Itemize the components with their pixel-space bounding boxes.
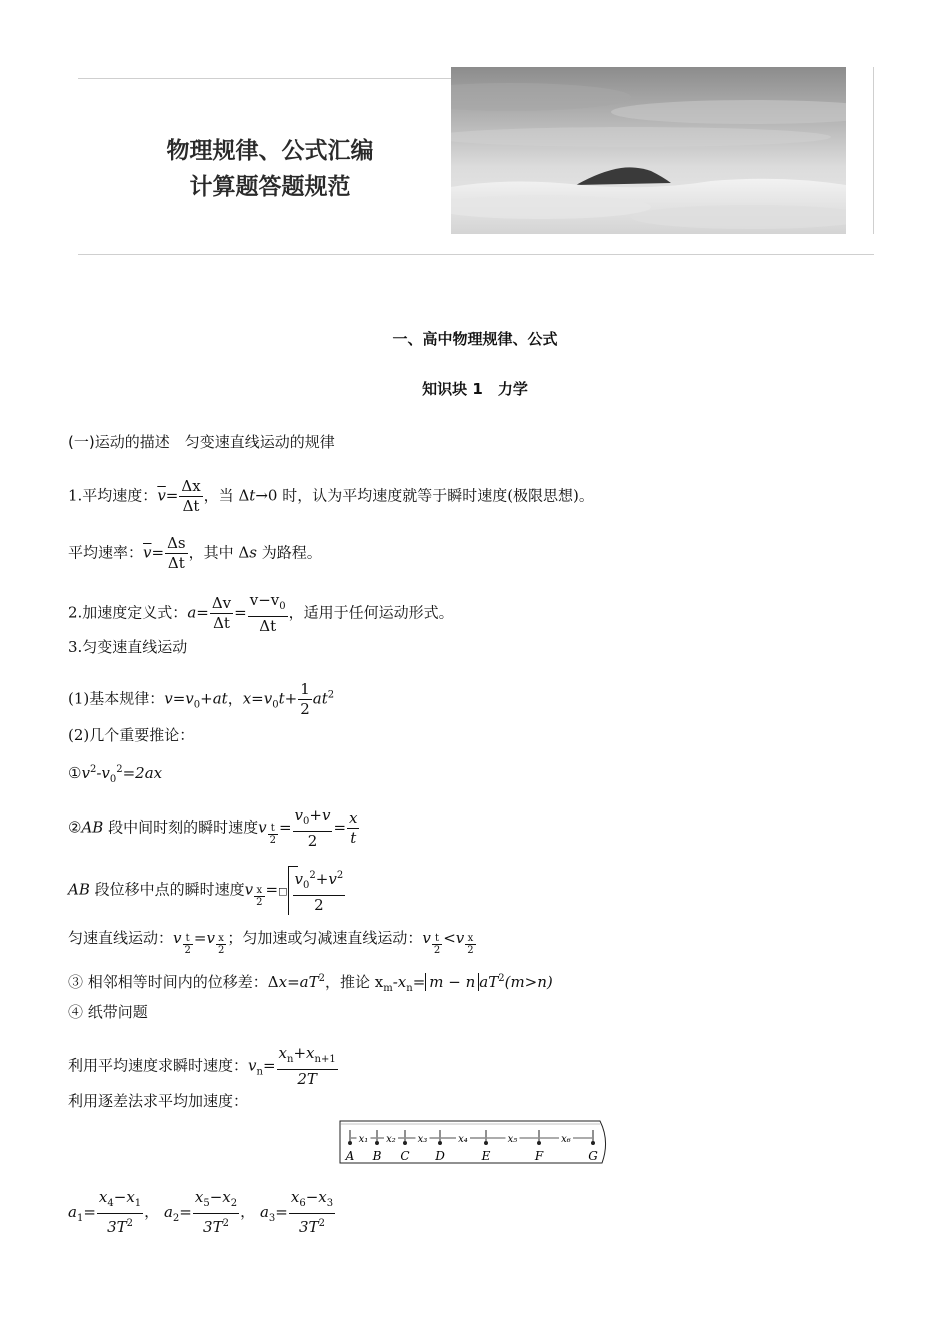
tape-segment-label: x₆ bbox=[561, 1134, 571, 1145]
fraction: $\frac{v-v_0}{\Delta t}$ bbox=[249, 591, 286, 635]
banner-right-rule bbox=[873, 67, 874, 234]
item-corollaries: (2)几个重要推论： bbox=[68, 726, 195, 744]
subscript-fraction: $\frac{t}{2}$ bbox=[269, 822, 276, 846]
fraction: $\frac{x}{t}$ bbox=[349, 809, 358, 847]
item-paper-tape: ④ 纸带问题 bbox=[68, 1003, 148, 1021]
acceleration-a3: $a_3=$ $\frac{x_6-x_3}{3T^2}$ bbox=[259, 1188, 334, 1236]
document-title bbox=[150, 133, 390, 205]
tape-segment-label: x₃ bbox=[417, 1134, 428, 1145]
tape-point-label: C bbox=[400, 1149, 410, 1163]
tape-point-label: E bbox=[481, 1149, 491, 1163]
tape-point-dot bbox=[348, 1141, 352, 1145]
subsection-title: (一)运动的描述 匀变速直线运动的规律 bbox=[68, 433, 335, 451]
formula-velocity-displacement: $①v^2-v_0^2=2ax$ bbox=[68, 764, 163, 785]
tape-segment-label: x₂ bbox=[386, 1134, 396, 1145]
fraction: $\frac{v_0^2+v^2}{2}$ bbox=[293, 866, 346, 915]
square-root bbox=[288, 866, 347, 915]
fraction: $\frac{1}{2}$ bbox=[300, 680, 310, 718]
tape-segment-label: x₅ bbox=[507, 1134, 518, 1145]
paper-tape-diagram bbox=[338, 1119, 610, 1165]
formula-velocity-comparison: 匀速直线运动：v $\frac{t}{2}$ =v $\frac{x}{2}$ ；匀加速或匀减速直线运动：v $\frac{t}{2}$ <v $\frac{x}{2}$ bbox=[68, 929, 474, 956]
tape-point-dot bbox=[375, 1141, 379, 1145]
tape-marks bbox=[345, 1130, 599, 1163]
formula-midtime-velocity: ②AB 段中间时刻的瞬时速度v $\frac{t}{2}$ = $\frac{v_0+v}{2}$ = $\frac{x}{t}$ bbox=[68, 806, 358, 850]
tape-point-label: D bbox=[435, 1149, 445, 1163]
item-uniform-acceleration: 3.匀变速直线运动 bbox=[68, 638, 188, 656]
arrow-icon: → bbox=[255, 486, 268, 505]
block-title: 知识块 1 力学 bbox=[422, 380, 528, 398]
item-successive-difference: 利用逐差法求平均加速度： bbox=[68, 1092, 249, 1110]
tape-point-dot bbox=[438, 1141, 442, 1145]
tape-point-label: B bbox=[372, 1149, 382, 1163]
tape-point-label: F bbox=[534, 1149, 544, 1163]
formula-midpoint-velocity: AB 段位移中点的瞬时速度v $\frac{x}{2}$ =□ $\frac{v_0^2+v^2}{2}$ bbox=[68, 866, 346, 915]
formula-average-speed: 平均速率：$\overline{v}=$ $\frac{\Delta s}{\Delta t}$ ，其中 Δs 为路程。 bbox=[68, 534, 322, 572]
tape-point-label: G bbox=[588, 1149, 598, 1163]
acceleration-a1: $a_1=$ $\frac{x_4-x_1}{3T^2}$ bbox=[68, 1188, 142, 1236]
formula-average-velocity: 1.平均速度：$\overline{v}=$ $\frac{\Delta x}{\Delta t}$ ，当 Δt→0 时，认为平均速度就等于瞬时速度(极限思想)。 bbox=[68, 477, 594, 515]
acceleration-a2: $a_2=$ $\frac{x_5-x_2}{3T^2}$ bbox=[163, 1188, 238, 1236]
fraction: $\frac{\Delta s}{\Delta t}$ bbox=[167, 534, 186, 572]
formula-accelerations: $a_1=$ $\frac{x_4-x_1}{3T^2}$ ， $a_2=$ $\frac{x_5-x_2}{3T^2}$ ， $a_3=$ $\frac{x_6-x_3}{3T^2}$ bbox=[68, 1188, 336, 1237]
tape-point-label: A bbox=[345, 1149, 355, 1163]
formula-acceleration: 2.加速度定义式：a= $\frac{\Delta v}{\Delta t}$ = $\frac{v-v_0}{\Delta t}$ ，适用于任何运动形式。 bbox=[68, 591, 454, 635]
banner-top-rule bbox=[78, 78, 451, 79]
title-line-2: 计算题答题规范 bbox=[189, 174, 351, 200]
fraction: $\frac{v_0+v}{2}$ bbox=[294, 806, 331, 850]
header-banner bbox=[0, 0, 950, 260]
tape-segment-label: x₄ bbox=[458, 1134, 468, 1145]
tape-point-dot bbox=[537, 1141, 541, 1145]
title-line-1: 物理规律、公式汇编 bbox=[166, 138, 374, 164]
section-title: 一、高中物理规律、公式 bbox=[392, 330, 558, 348]
fraction: $\frac{\Delta x}{\Delta t}$ bbox=[181, 477, 201, 515]
tape-point-dot bbox=[484, 1141, 488, 1145]
tape-segment-label: x₁ bbox=[358, 1134, 369, 1145]
banner-bottom-rule bbox=[78, 254, 874, 255]
tape-point-dot bbox=[591, 1141, 595, 1145]
formula-instantaneous-velocity: 利用平均速度求瞬时速度：$v_n=$ $\frac{x_n+x_{n+1}}{2T}$ bbox=[68, 1044, 336, 1088]
fraction: $\frac{x_n+x_{n+1}}{2T}$ bbox=[278, 1044, 336, 1088]
subscript-fraction: $\frac{x}{2}$ bbox=[256, 884, 263, 908]
formula-displacement-difference: ③ 相邻相等时间内的位移差：$\Delta x=aT^2$，推论 $x_m-x_n= m - n$ $aT^2(m>n)$ bbox=[68, 973, 553, 994]
tape-point-dot bbox=[403, 1141, 407, 1145]
fraction: $\frac{\Delta v}{\Delta t}$ bbox=[211, 594, 232, 632]
mountain-photo bbox=[451, 67, 846, 234]
formula-basic-laws: (1)基本规律：$v=v_0+at$，$x=v_0t+$ $\frac{1}{2}$ $at^2$ bbox=[68, 680, 335, 718]
